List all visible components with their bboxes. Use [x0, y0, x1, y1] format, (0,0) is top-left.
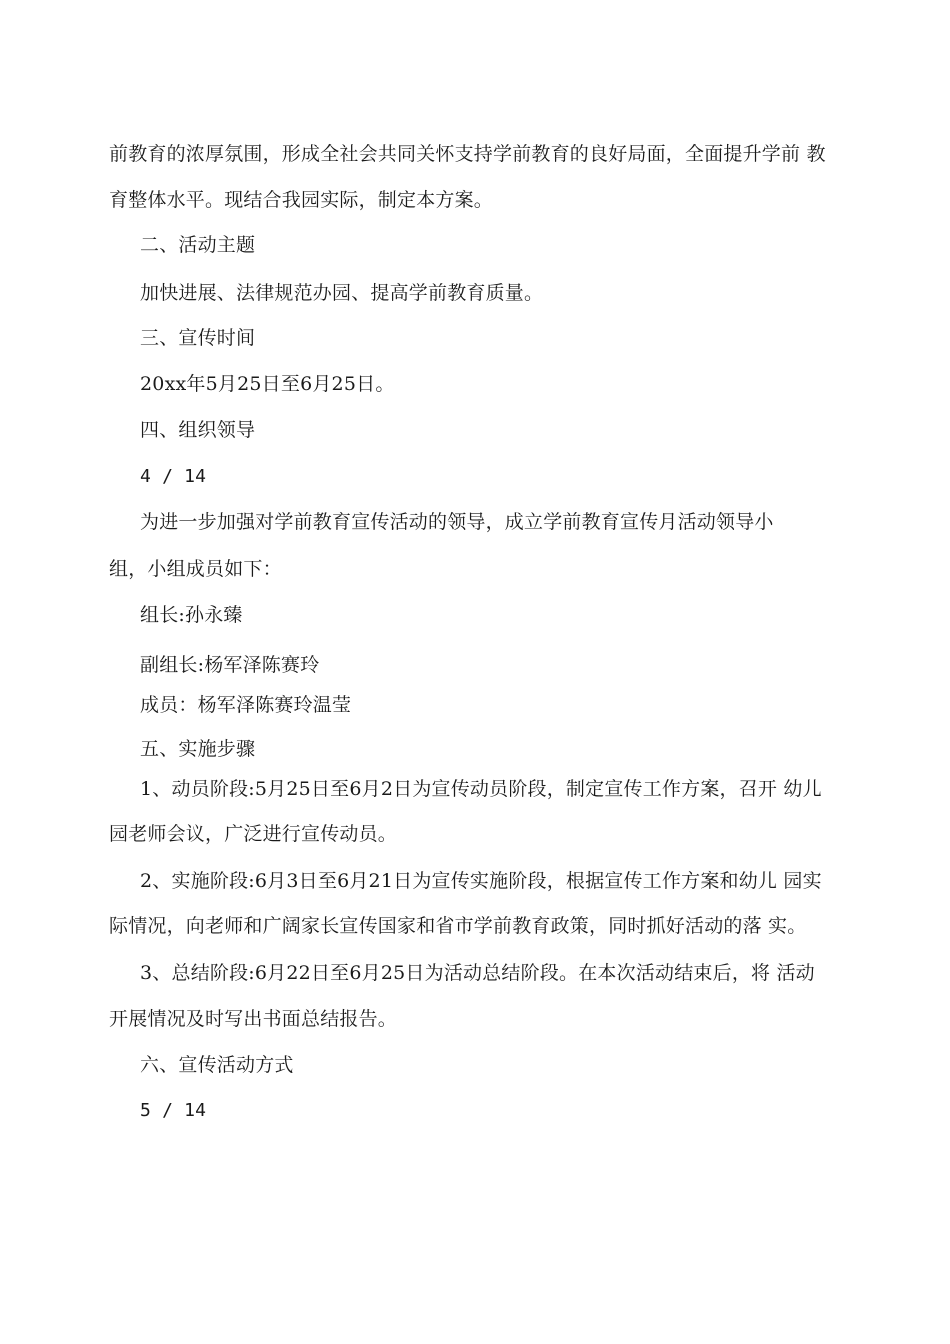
- paragraph-line: 组，小组成员如下：: [109, 558, 282, 580]
- paragraph-line: 前教育的浓厚氛围，形成全社会共同关怀支持学前教育的良好局面，全面提升学前 教: [109, 143, 826, 165]
- paragraph-line: 开展情况及时写出书面总结报告。: [109, 1008, 398, 1030]
- paragraph-line: 育整体水平。现结合我园实际，制定本方案。: [109, 189, 494, 211]
- section-heading: 三、宣传时间: [140, 327, 256, 349]
- paragraph-line: 20xx年5月25日至6月25日。: [140, 373, 395, 395]
- section-heading: 五、实施步骤: [140, 738, 256, 760]
- paragraph-line: 际情况，向老师和广阔家长宣传国家和省市学前教育政策，同时抓好活动的落 实。: [109, 915, 807, 937]
- paragraph-line: 副组长:杨军泽陈赛玲: [140, 654, 320, 676]
- paragraph-line: 组长:孙永臻: [140, 604, 243, 626]
- paragraph-line: 3、总结阶段:6月22日至6月25日为活动总结阶段。在本次活动结束后，将 活动: [140, 962, 815, 984]
- section-heading: 六、宣传活动方式: [140, 1054, 294, 1076]
- paragraph-line: 2、实施阶段:6月3日至6月21日为宣传实施阶段，根据宣传工作方案和幼儿 园实: [140, 870, 822, 892]
- section-heading: 二、活动主题: [140, 234, 256, 256]
- paragraph-line: 园老师会议，广泛进行宣传动员。: [109, 823, 398, 845]
- paragraph-line: 加快进展、法律规范办园、提高学前教育质量。: [140, 282, 544, 304]
- section-heading: 四、组织领导: [140, 419, 256, 441]
- paragraph-line: 1、动员阶段:5月25日至6月2日为宣传动员阶段，制定宣传工作方案，召开 幼儿: [140, 778, 822, 800]
- page-number: 5 / 14: [140, 1100, 207, 1121]
- paragraph-line: 为进一步加强对学前教育宣传活动的领导，成立学前教育宣传月活动领导小: [140, 511, 774, 533]
- paragraph-line: 成员：杨军泽陈赛玲温莹: [140, 694, 352, 716]
- page-number: 4 / 14: [140, 466, 207, 487]
